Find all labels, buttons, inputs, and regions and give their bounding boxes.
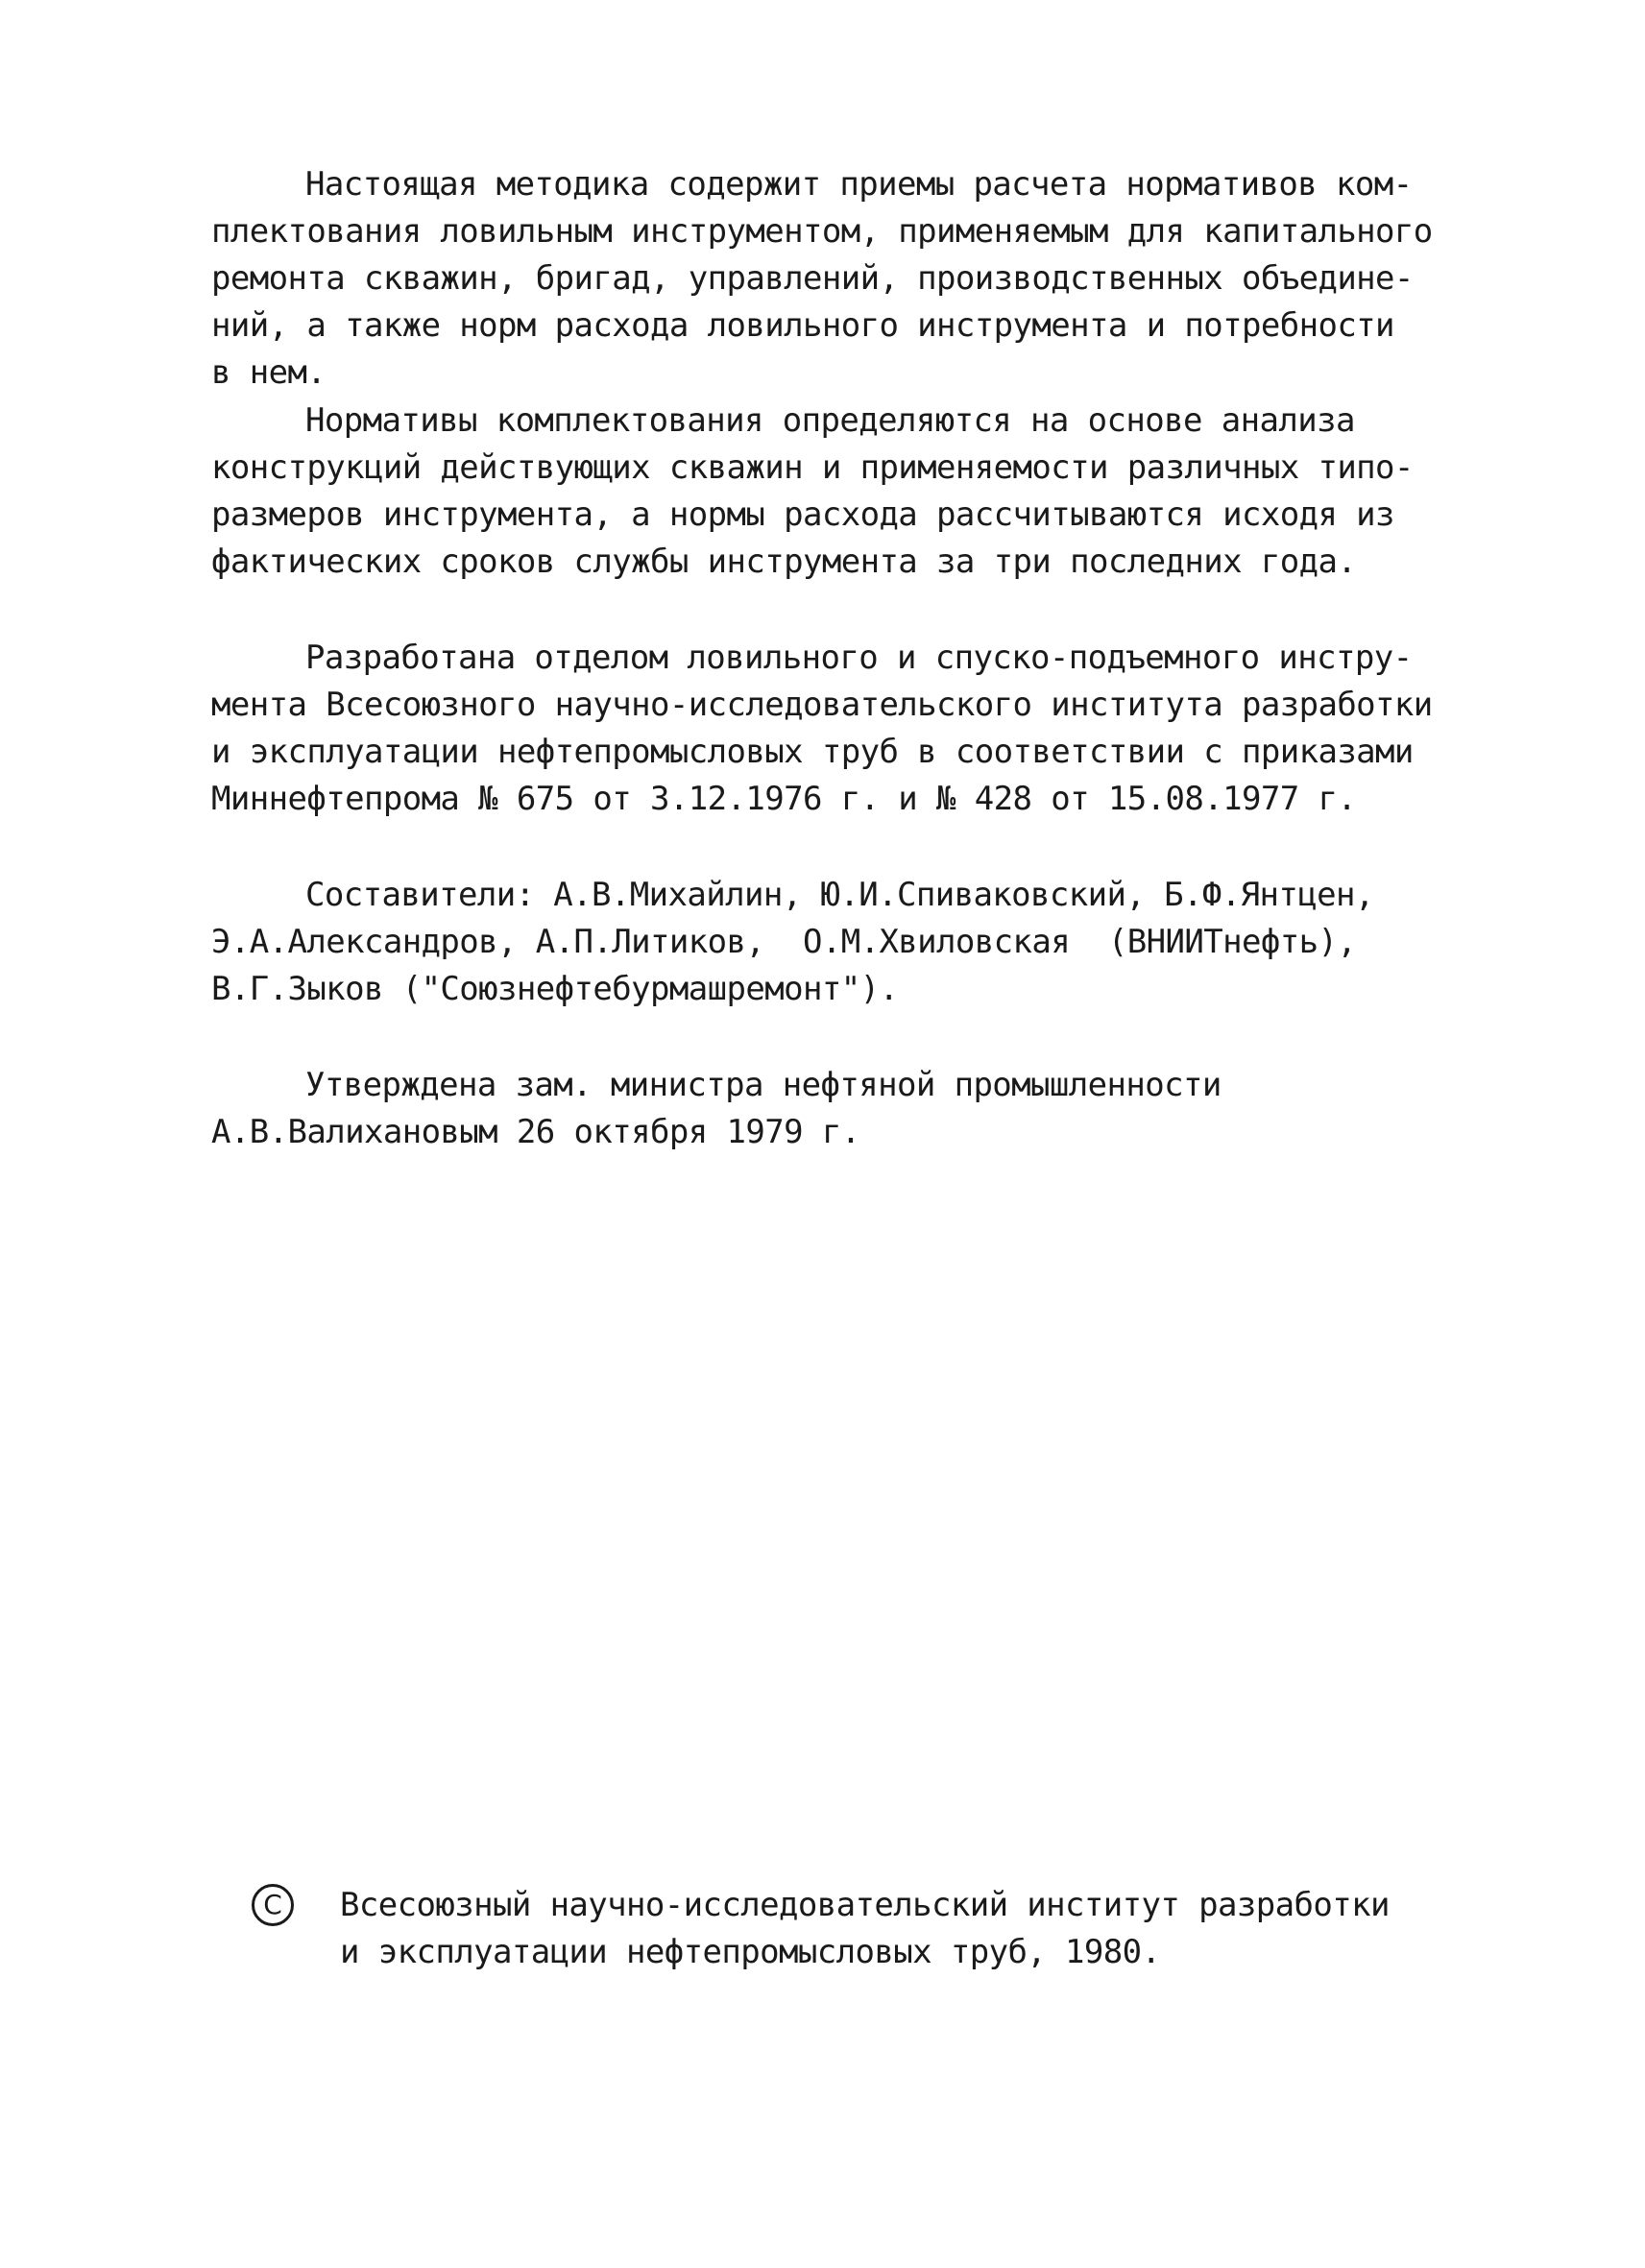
copyright-line-1: Всесоюзный научно-исследовательский институт разработки xyxy=(340,1886,1390,1924)
developed-line-1: Разработана отделом ловильного и спуско-подъемного инстру- xyxy=(305,639,1413,677)
basis-line-2: конструкций действующих скважин и применяемости различных типо- xyxy=(211,448,1414,487)
approved-line-1: Утверждена зам. министра нефтяной промышленности xyxy=(305,1066,1222,1104)
authors-line-2: Э.А.Александров, А.П.Литиков, О.М.Хвиловская (ВНИИТнефть), xyxy=(211,923,1357,961)
intro-line-3: ремонта скважин, бригад, управлений, производственных объедине- xyxy=(211,259,1414,298)
copyright-line-2: и эксплуатации нефтепромысловых труб, 1980. xyxy=(340,1933,1161,1971)
authors-line-1: Составители: А.В.Михайлин, Ю.И.Спиваковский, Б.Ф.Янтцен, xyxy=(305,876,1374,914)
developed-line-3: и эксплуатации нефтепромысловых труб в соответствии с приказами xyxy=(211,733,1414,771)
intro-line-4: ний, а также норм расхода ловильного инструмента и потребности xyxy=(211,306,1394,345)
copyright-icon: C xyxy=(252,1884,294,1926)
developed-line-4: Миннефтепрома № 675 от 3.12.1976 г. и № 428 от 15.08.1977 г. xyxy=(211,780,1357,818)
approved-line-2: А.В.Валихановым 26 октября 1979 г. xyxy=(211,1113,860,1151)
intro-line-1: Настоящая методика содержит приемы расчета нормативов ком- xyxy=(305,165,1413,204)
basis-line-1: Нормативы комплектования определяются на основе анализа xyxy=(305,401,1355,440)
developed-line-2: мента Всесоюзного научно-исследовательского института разработки xyxy=(211,686,1433,724)
intro-line-2: плектования ловильным инструментом, применяемым для капитального xyxy=(211,212,1433,251)
basis-line-3: размеров инструмента, а нормы расхода рассчитываются исходя из xyxy=(211,495,1394,534)
basis-line-4: фактических сроков службы инструмента за три последних года. xyxy=(211,543,1357,581)
intro-line-5: в нем. xyxy=(211,353,327,392)
authors-line-3: В.Г.Зыков ("Союзнефтебурмашремонт"). xyxy=(211,970,899,1008)
